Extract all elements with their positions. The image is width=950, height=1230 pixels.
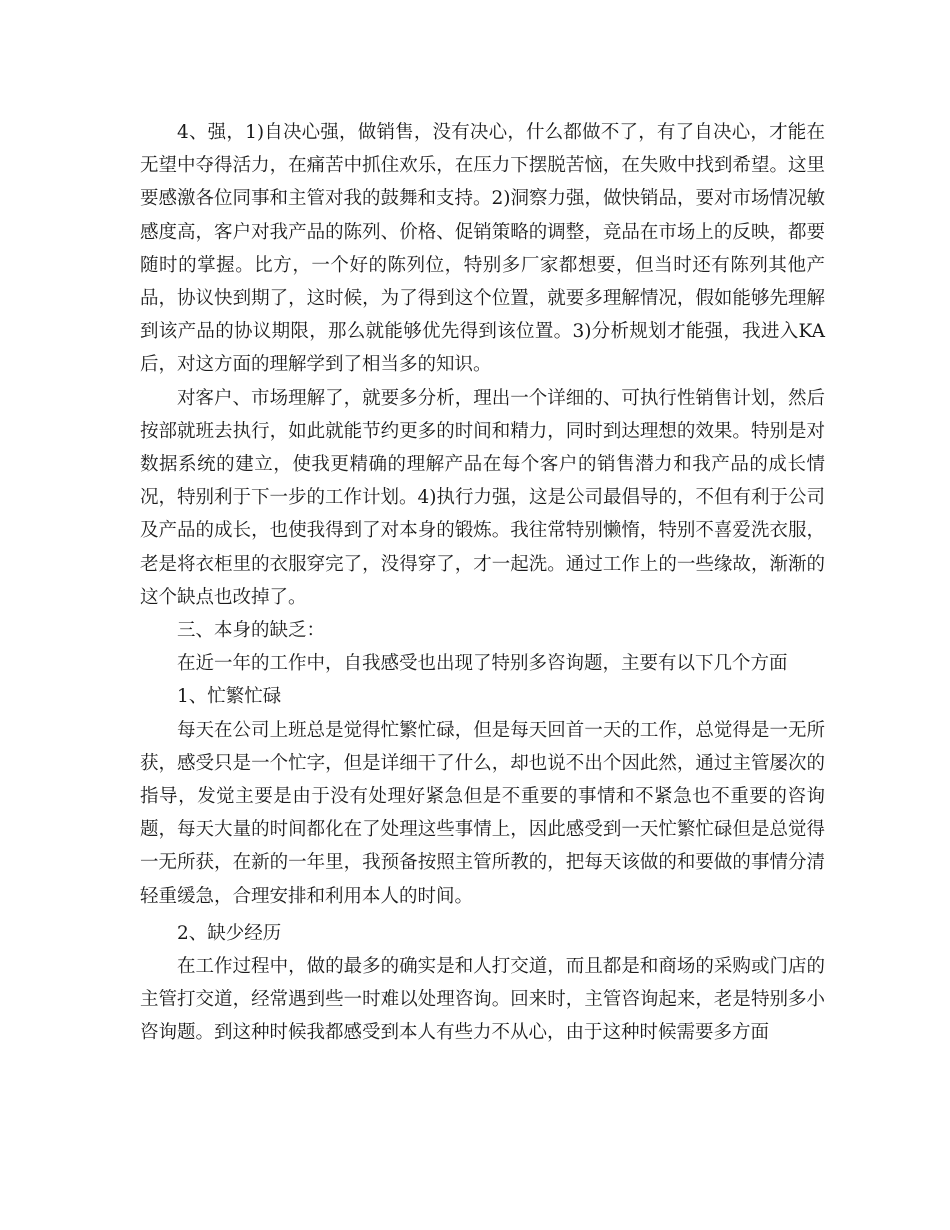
paragraph-experience: 在工作过程中，做的最多的确实是和人打交道，而且都是和商场的采购或门店的主管打交道，经常遇到些一时难以处理咨询。回来时，主管咨询起来，老是特别多小咨询题。到这种时候我都感受到本人有些力不从心，由于这种时候需要多方面 xyxy=(140,956,825,1044)
paragraph-shortcomings-intro: 在近一年的工作中，自我感受也出现了特别多咨询题，主要有以下几个方面 xyxy=(177,653,788,675)
paragraph-busy: 每天在公司上班总是觉得忙繁忙碌，但是每天回首一天的工作，总觉得是一无所获，感受只是一个忙字，但是详细干了什么，却也说不出个因此然，通过主管屡次的指导，发觉主要是由于没有处理好紧急但是不重要的事情和不紧急也不重要的咨询题，每天大量的时间都化在了处理这些事情上，因此感受到一天忙繁忙碌但是总觉得一无所获，在新的一年里，我预备按照主管所教的，把每天该做的和要做的事情分清轻重缓急，合理安排和利用本人的时间。 xyxy=(140,719,825,907)
paragraph-strengths: 4、强，1)自决心强，做销售，没有决心，什么都做不了，有了自决心，才能在无望中夺得活力，在痛苦中抓住欢乐，在压力下摆脱苦恼，在失败中找到希望。这里要感激各位同事和主管对我的鼓舞和支持。2)洞察力强，做快销品，要对市场情况敏感度高，客户对我产品的陈列、价格、促销策略的调整，竞品在市场上的反映，都要随时的掌握。比方，一个好的陈列位，特别多厂家都想要，但当时还有陈列其他产品，协议快到期了，这时候，为了得到这个位置，就要多理解情况，假如能够先理解到该产品的协议期限，那么就能够优先得到该位置。3)分析规划才能强，我进入KA后，对这方面的理解学到了相当多的知识。 xyxy=(140,122,825,376)
paragraph-analysis: 对客户、市场理解了，就要多分析，理出一个详细的、可执行性销售计划，然后按部就班去执行，如此就能节约更多的时间和精力，同时到达理想的效果。特别是对数据系统的建立，使我更精确的理解产品在每个客户的销售潜力和我产品的成长情况，特别利于下一步的工作计划。4)执行力强，这是公司最倡导的，不但有利于公司及产品的成长，也使我得到了对本身的锻炼。我往常特别懒惰，特别不喜爱洗衣服，老是将衣柜里的衣服穿完了，没得穿了，才一起洗。通过工作上的一些缘故，渐渐的这个缺点也改掉了。 xyxy=(140,387,825,608)
sub-heading-busy: 1、忙繁忙碌 xyxy=(177,686,282,708)
sub-heading-experience: 2、缺少经历 xyxy=(177,922,282,944)
document-body xyxy=(140,116,825,1050)
section-heading-shortcomings: 三、本身的缺乏： xyxy=(177,620,326,642)
